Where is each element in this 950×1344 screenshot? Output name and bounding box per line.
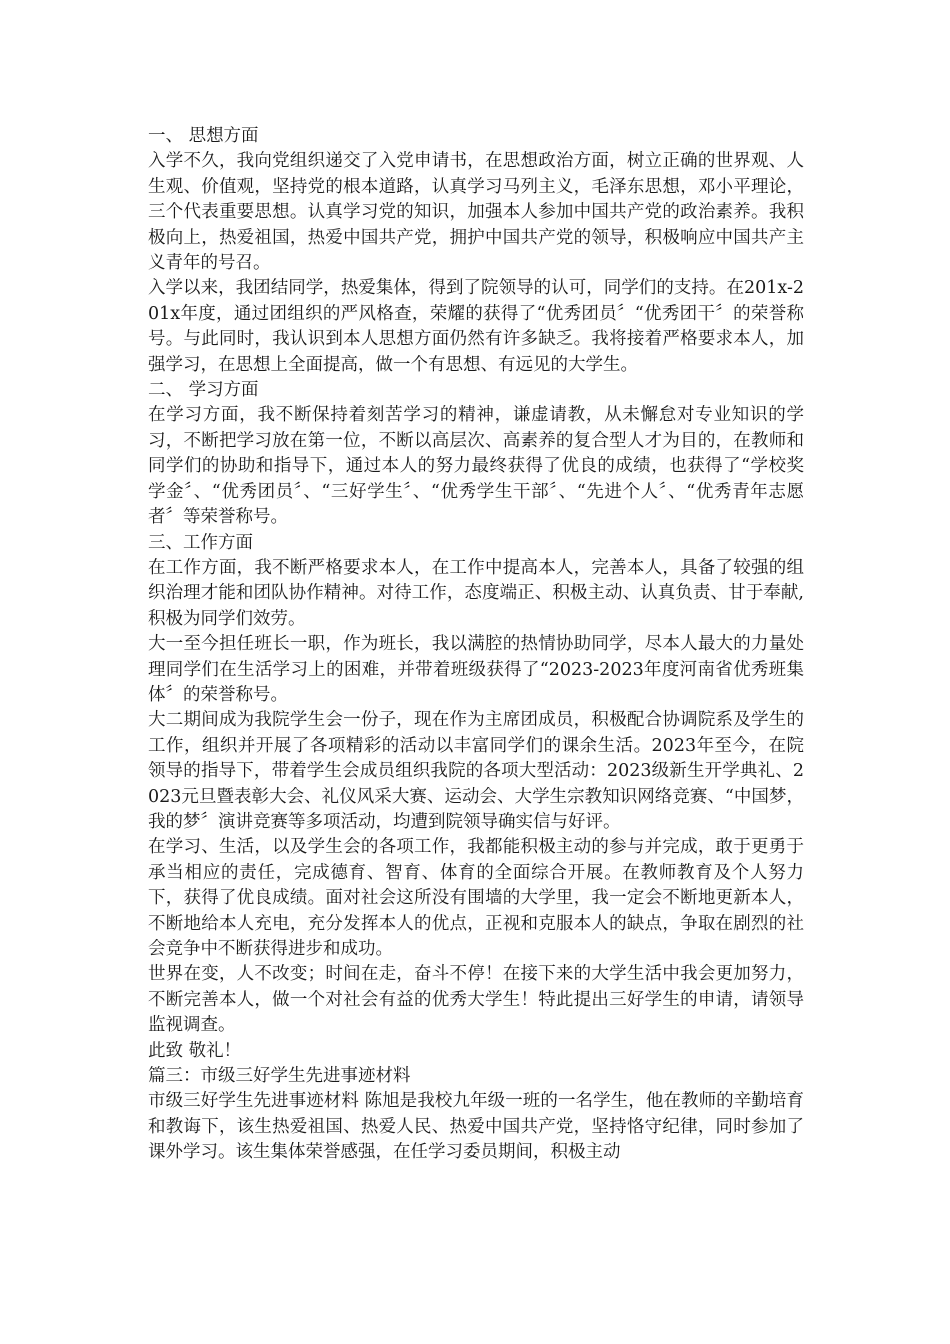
paragraph-thought-1: 入学不久，我向党组织递交了入党申请书，在思想政治方面，树立正确的世界观、人生观、价值观，坚持党的根本道路，认真学习马列主义，毛泽东思想，邓小平理论，三个代表重要思想。认真学习党的知识，加强本人参加中国共产党的政治素养。我积极向上，热爱祖国，热爱中国共产党，拥护中国共产党的领导，积极响应中国共产主义青年的号召。 xyxy=(148,151,804,274)
paragraph-work-2: 大一至今担任班长一职，作为班长，我以满腔的热情协助同学，尽本人最大的力量处理同学们在生活学习上的困难，并带着班级获得了“2023-2023年度河南省优秀班集体〞的荣誉称号。 xyxy=(148,634,804,705)
paragraph-thought-2: 入学以来，我团结同学，热爱集体，得到了院领导的认可，同学们的支持。在201x-201x年度，通过团组织的严风格查，荣耀的获得了“优秀团员〞“优秀团干〞的荣誉称号。与此同时，我认识到本人思想方面仍然有许多缺乏。我将接着严格要求本人，加强学习，在思想上全面提高，做一个有思想、有远见的大学生。 xyxy=(148,278,804,375)
paragraph-work-1: 在工作方面，我不断严格要求本人，在工作中提高本人，完善本人，具备了较强的组织治理才能和团队协作精神。对待工作，态度端正、积极主动、认真负责、甘于奉献,积极为同学们效劳。 xyxy=(148,557,804,629)
paragraph-work-3: 大二期间成为我院学生会一份子，现在作为主席团成员，积极配合协调院系及学生的工作，组织并开展了各项精彩的活动以丰富同学们的课余生活。2023年至今，在院领导的指导下，带着学生会成员组织我院的各项大型活动：2023级新生开学典礼、2023元旦暨表彰大会、礼仪风采大赛、运动会、大学生宗教知识网络竞赛、“中国梦，我的梦〞演讲竞赛等多项活动，均遭到院领导确实信与好评。 xyxy=(148,710,804,832)
paragraph-closing: 世界在变，人不改变；时间在走，奋斗不停！在接下来的大学生活中我会更加努力，不断完善本人，做一个对社会有益的优秀大学生！特此提出三好学生的申请，请领导监视调查。 xyxy=(148,964,804,1036)
heading-study: 二、 学习方面 xyxy=(148,380,259,401)
heading-part-three: 篇三：市级三好学生先进事迹材料 xyxy=(148,1066,411,1087)
paragraph-summary: 在学习、生活，以及学生会的各项工作，我都能积极主动的参与并完成，敢于更勇于承当相应的责任，完成德育、智育、体育的全面综合开展。在教师教育及个人努力下，获得了优良成绩。面对社会这所没有围墙的大学里，我一定会不断地更新本人，不断地给本人充电，充分发挥本人的优点，正视和克服本人的缺点，争取在剧烈的社会竞争中不断获得进步和成功。 xyxy=(148,837,804,959)
paragraph-study: 在学习方面，我不断保持着刻苦学习的精神，谦虚请教，从未懈怠对专业知识的学习，不断把学习放在第一位，不断以高层次、高素养的复合型人才为目的，在教师和同学们的协助和指导下，通过本人的努力最终获得了优良的成绩，也获得了“学校奖学金〞、“优秀团员〞、“三好学生〞、“优秀学生干部〞、“先进个人〞、“优秀青年志愿者〞等荣誉称号。 xyxy=(148,405,804,528)
heading-thought: 一、 思想方面 xyxy=(148,126,259,146)
document-body xyxy=(148,124,804,1166)
paragraph-part-three: 市级三好学生先进事迹材料 陈旭是我校九年级一班的一名学生，他在教师的辛勤培育和教诲下，该生热爱祖国、热爱人民、热爱中国共产党，坚持恪守纪律，同时参加了课外学习。该生集体荣誉感强，在任学习委员期间，积极主动 xyxy=(148,1091,804,1163)
salutation: 此致 敬礼！ xyxy=(148,1040,242,1061)
heading-work: 三、工作方面 xyxy=(148,532,253,553)
